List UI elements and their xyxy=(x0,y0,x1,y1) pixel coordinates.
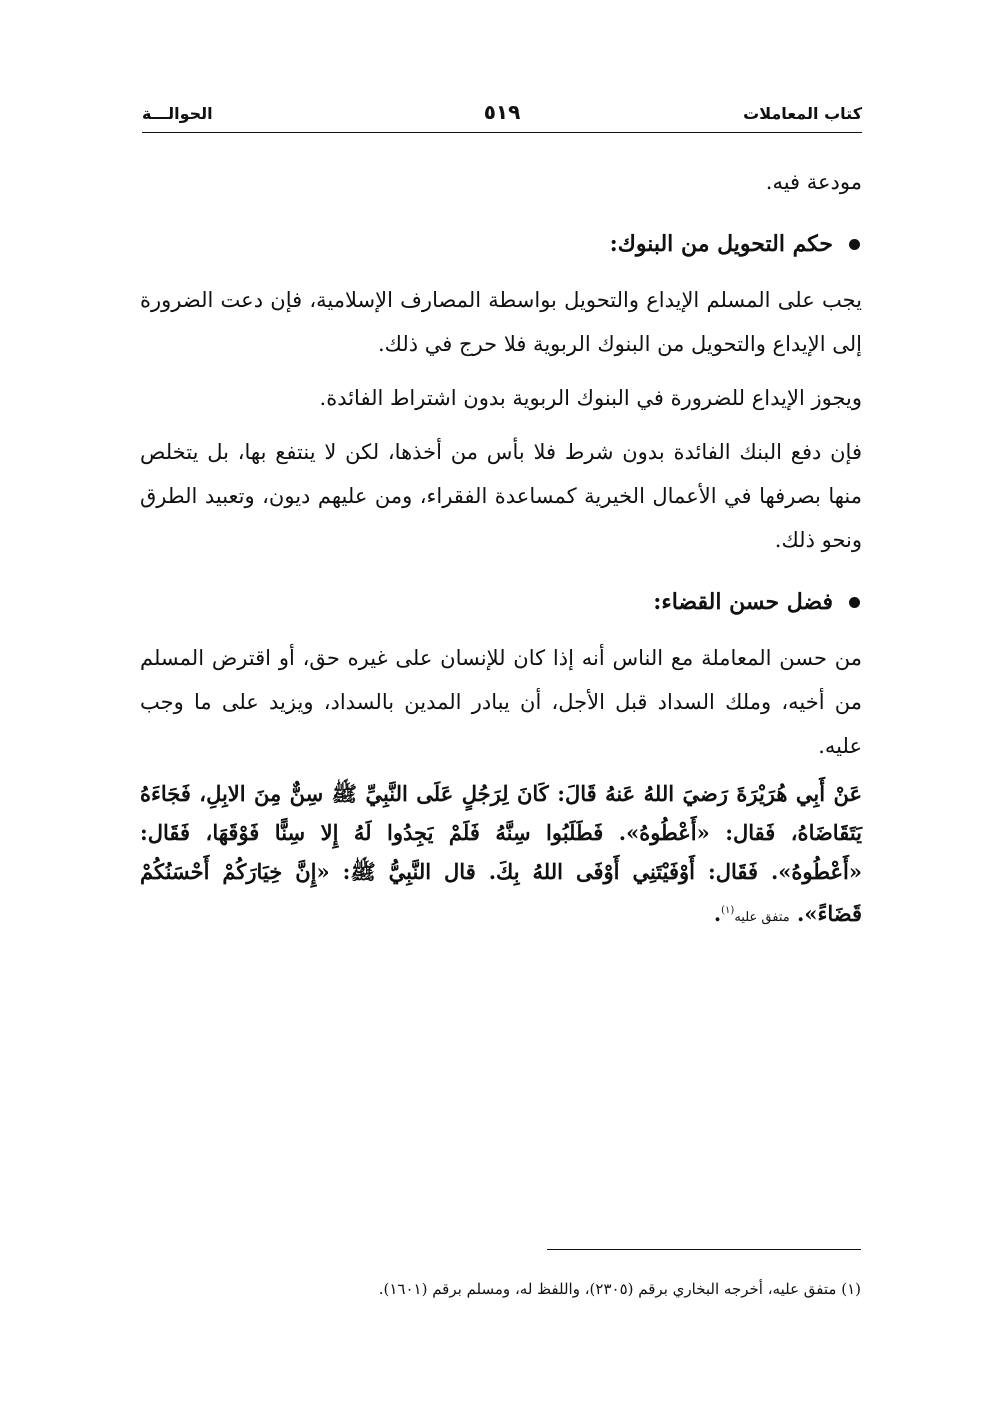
hadith-body: عَنْ أَبِي هُرَيْرَةَ رَضيَ اللهُ عَنهُ قَالَ: كَانَ لِرَجُلٍ عَلَى النَّبِيِّ ﷺ سِنٌّ مِنَ الابِلِ، فَجَاءَهُ يَتَقَاضَاهُ، فَقال: «أَعْطُوهُ». فَطَلَبُوا سِنَّهُ فَلَمْ يَجِدُوا لَهُ إِلا سِنًّا فَوْقَهَا، فَقَال: «أَعْطُوهُ». فَقَال: أَوْفَيْتَنِي أَوْفَى اللهُ بِكَ. قال النَّبِيُّ ﷺ: «إِنَّ خِيَارَكُمْ أَحْسَنُكُمْ قَضَاءً». xyxy=(140,781,862,926)
book-title: كتاب المعاملات xyxy=(743,104,862,123)
intro-line: مودعة فيه. xyxy=(765,170,862,194)
page-number: ٥١٩ xyxy=(483,100,521,124)
footnote-marker: (١) xyxy=(721,905,735,916)
chapter-title: الحوالـــة xyxy=(142,104,213,123)
hadith-reference: متفق عليه xyxy=(734,910,790,925)
paragraph-4: من حسن المعاملة مع الناس أنه إذا كان للإنسان على غيره حق، أو اقترض المسلم من أخيه، وملك السداد قبل الأجل، أن يبادر المدين بالسداد، ويزيد على ما وجب عليه. xyxy=(140,646,862,758)
paragraph-2: ويجوز الإيداع للضرورة في البنوك الربوية بدون اشتراط الفائدة. xyxy=(319,386,862,410)
section-heading-transfer xyxy=(140,222,862,266)
page-body xyxy=(140,160,862,937)
paragraph-3: فإن دفع البنك الفائدة بدون شرط فلا بأس من أخذها، لكن لا ينتفع بها، بل يتخلص منها بصرفها في الأعمال الخيرية كمساعدة الفقراء، ومن عليهم ديون، وتعبيد الطرق ونحو ذلك. xyxy=(140,440,862,552)
paragraph-1: يجب على المسلم الإيداع والتحويل بواسطة المصارف الإسلامية، فإن دعت الضرورة إلى الإيداع والتحويل من البنوك الربوية فلا حرج في ذلك. xyxy=(140,288,862,356)
bullet-icon xyxy=(849,239,860,250)
heading-text: فضل حسن القضاء: xyxy=(653,589,833,615)
bullet-icon xyxy=(849,597,860,608)
hadith-text xyxy=(140,774,862,937)
hadith-end: . xyxy=(713,901,722,926)
section-heading-good-repayment xyxy=(140,580,862,624)
heading-text: حكم التحويل من البنوك: xyxy=(609,231,833,257)
footnote: (١) متفق عليه، أخرجه البخاري برقم (٢٣٠٥)، واللفظ له، ومسلم برقم (١٦٠١). xyxy=(378,1280,861,1298)
running-header xyxy=(142,100,862,133)
footnote-divider xyxy=(547,1249,861,1250)
